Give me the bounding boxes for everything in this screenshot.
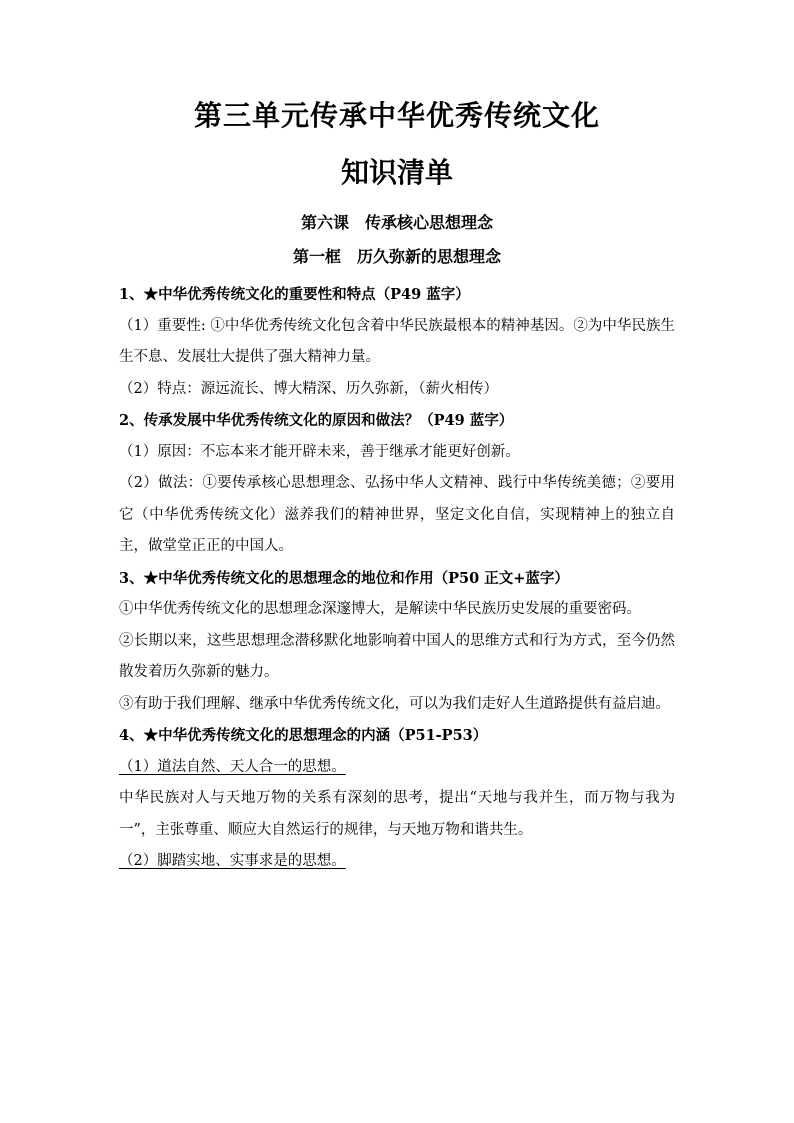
underlined-point bbox=[119, 752, 675, 784]
lesson-heading bbox=[0, 210, 794, 236]
paragraph: ①中华优秀传统文化的思想理念深邃博大，是解读中华民族历史发展的重要密码。 bbox=[119, 601, 641, 617]
underlined-point-text: （2）脚踏实地、实事求是的思想。 bbox=[119, 853, 346, 869]
paragraph: （1）重要性: ①中华优秀传统文化包含着中华民族最根本的精神基因。②为中华民族生生不息、发展壮大提供了强大精神力量。 bbox=[119, 317, 675, 365]
section-heading: 3、★中华优秀传统文化的思想理念的地位和作用（P50 正文+蓝字） bbox=[119, 569, 569, 587]
frame-name: 历久弥新的思想理念 bbox=[357, 247, 502, 266]
frame-number: 第一框 bbox=[292, 247, 341, 266]
section-heading: 4、★中华优秀传统文化的思想理念的内涵（P51-P53） bbox=[119, 727, 488, 744]
document-body bbox=[119, 279, 675, 878]
frame-heading bbox=[0, 244, 794, 270]
lesson-name: 传承核心思想理念 bbox=[365, 213, 494, 232]
section-heading: 2、传承发展中华优秀传统文化的原因和做法？（P49 蓝字） bbox=[119, 412, 514, 429]
paragraph: 中华民族对人与天地万物的关系有深刻的思考，提出“天地与我并生，而万物与我为一”，主张尊重、顺应大自然运行的规律，与天地万物和谐共生。 bbox=[119, 790, 675, 838]
paragraph: （2）特点：源远流长、博大精深、历久弥新，（薪火相传） bbox=[119, 380, 498, 397]
document-subtitle: 知识清单 bbox=[340, 156, 453, 189]
paragraph: （1）原因：不忘本来才能开辟未来，善于继承才能更好创新。 bbox=[119, 443, 520, 460]
section-heading: 1、★中华优秀传统文化的重要性和特点（P49 蓝字） bbox=[119, 286, 470, 303]
paragraph: （2）做法：①要传承核心思想理念、弘扬中华人文精神、践行中华传统美德；②要用它（中华优秀传统文化）滋养我们的精神世界，坚定文化自信，实现精神上的独立自主，做堂堂正正的中国人。 bbox=[119, 475, 675, 554]
underlined-point-text: （1）道法自然、天人合一的思想。 bbox=[119, 758, 346, 775]
underlined-point bbox=[119, 846, 675, 878]
paragraph: ③有助于我们理解、继承中华优秀传统文化，可以为我们走好人生道路提供有益启迪。 bbox=[119, 695, 670, 712]
document-title: 第三单元传承中华优秀传统文化 bbox=[193, 99, 600, 132]
paragraph: ②长期以来，这些思想理念潜移默化地影响着中国人的思维方式和行为方式，至今仍然散发着历久弥新的魅力。 bbox=[119, 632, 675, 680]
lesson-number: 第六课 bbox=[300, 213, 349, 232]
